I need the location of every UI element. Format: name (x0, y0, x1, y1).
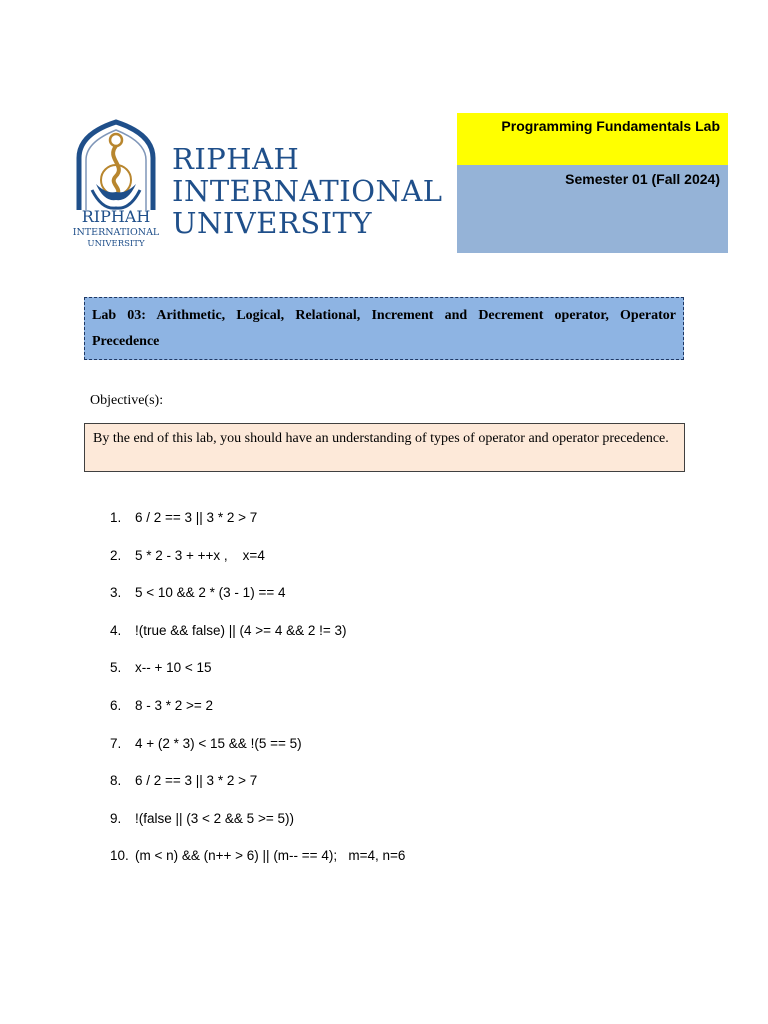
list-item-expression: 5 < 10 && 2 * (3 - 1) == 4 (135, 585, 286, 601)
list-item (110, 809, 710, 847)
emblem-text-line3: UNIVERSITY (87, 239, 145, 249)
list-item (110, 734, 710, 772)
objective-label: Objective(s): (90, 393, 164, 408)
list-item-number: 3. (110, 585, 122, 601)
list-item-expression: !(false || (3 < 2 && 5 >= 5)) (135, 810, 294, 826)
list-item-expression: 4 + (2 * 3) < 15 && !(5 == 5) (135, 735, 302, 751)
list-item-expression: x-- + 10 < 15 (135, 660, 212, 676)
course-info-box (457, 113, 728, 253)
objective-text: By the end of this lab, you should have an understanding of types of operator and operator precedence. (84, 423, 685, 472)
list-item (110, 508, 710, 546)
list-item-number: 10. (110, 848, 129, 864)
list-item-expression: (m < n) && (n++ > 6) || (m-- == 4); m=4, n=6 (135, 848, 406, 864)
list-item (110, 771, 710, 809)
list-item-number: 7. (110, 735, 122, 751)
list-item (110, 658, 710, 696)
exercise-list (110, 508, 710, 884)
wordmark-line1: RIPHAH (172, 142, 300, 176)
wordmark-line3: UNIVERSITY (172, 206, 373, 240)
list-item-expression: 6 / 2 == 3 || 3 * 2 > 7 (135, 773, 258, 789)
list-item-number: 9. (110, 810, 122, 826)
list-item-expression: !(true && false) || (4 >= 4 && 2 != 3) (135, 622, 347, 638)
list-item-expression: 6 / 2 == 3 || 3 * 2 > 7 (135, 510, 258, 525)
list-item-number: 4. (110, 622, 122, 638)
list-item-number: 2. (110, 547, 122, 563)
emblem-text-line2: INTERNATIONAL (72, 227, 160, 238)
list-item-number: 8. (110, 773, 122, 789)
list-item-number: 6. (110, 697, 122, 713)
list-item (110, 546, 710, 584)
list-item-expression: 8 - 3 * 2 >= 2 (135, 697, 214, 713)
emblem-text-line1: RIPHAH (81, 207, 151, 226)
list-item-number: 5. (110, 660, 122, 676)
list-item (110, 696, 710, 734)
course-semester: Semester 01 (Fall 2024) (457, 165, 728, 253)
course-title: Programming Fundamentals Lab (457, 113, 728, 165)
list-item-number: 1. (110, 510, 122, 525)
list-item (110, 583, 710, 621)
university-wordmark (172, 143, 443, 239)
list-item (110, 846, 710, 884)
wordmark-line2: INTERNATIONAL (172, 174, 443, 208)
list-item (110, 621, 710, 659)
list-item-expression: 5 * 2 - 3 + ++x , x=4 (135, 547, 265, 563)
lab-title: Lab 03: Arithmetic, Logical, Relational, Increment and Decrement operator, Operator Precedence (84, 297, 684, 360)
university-crest-icon (66, 118, 166, 254)
